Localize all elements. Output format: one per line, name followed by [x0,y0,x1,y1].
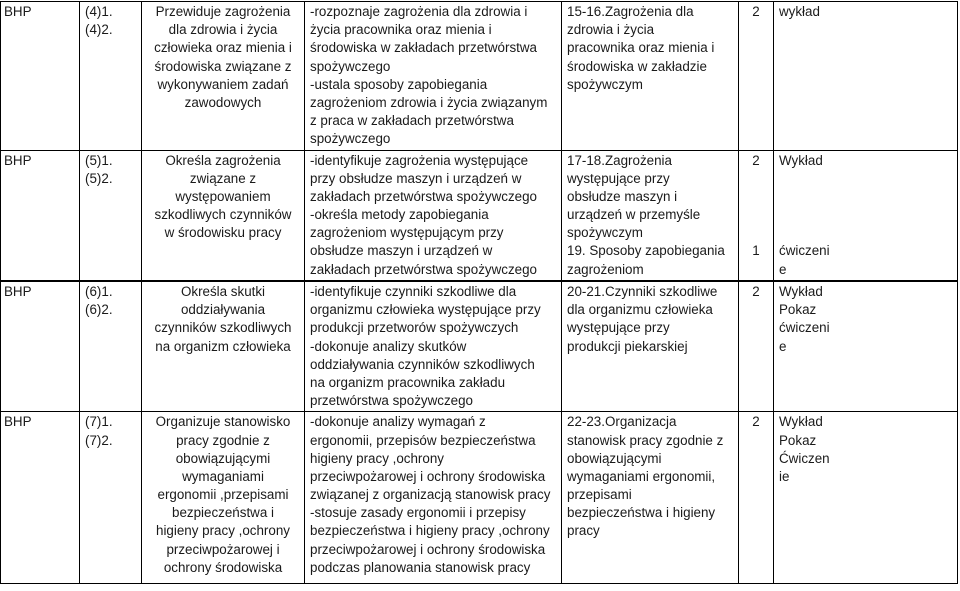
text-line: Przewiduje zagrożenia [155,4,291,19]
text-line: -dokonuje analizy skutków [310,338,467,354]
table-row [1,282,958,412]
hours-value: 1 [752,243,760,259]
text-line: Określa skutki [180,284,266,299]
topic-cell [562,282,739,412]
text-line: 22-23.Organizacja [567,414,677,430]
module-code: BHP [4,152,32,168]
text-line: -dokonuje analizy wymagań z [310,414,486,430]
text-line: wykonywaniem zadań [157,76,289,92]
module-code-cell [1,412,80,584]
text-line: życia pracownika oraz mienia i [310,22,492,38]
form-value: ćwiczeni [779,320,830,336]
text-line: zakładach przetwórstwa spożywczego [310,261,538,277]
form-value: Ćwiczen [779,450,830,466]
effect-number: (5)1. [85,152,113,168]
text-line: stanowisk pracy zgodnie z [567,432,724,448]
text-line: człowieka oraz mienia i [154,40,292,56]
text-line: -rozpoznaje zagrożenia dla zdrowia i [310,4,528,19]
text-line: Organizuje stanowisko [155,414,291,430]
form-value: wykład [779,4,820,19]
criteria-cell [305,282,562,412]
text-line: obowiązującymi [567,450,662,466]
effect-numbers-cell [80,412,142,584]
module-code: BHP [4,4,32,19]
text-line: na organizm człowieka [155,338,291,354]
text-line: produkcji przetworów spożywczych [310,320,519,336]
text-line: zagrożeniom występującym przy [310,225,504,241]
text-line: występujące przy [567,170,670,186]
module-code-cell [1,2,80,151]
topic-cell [562,412,739,584]
text-line: ergonomii ,przepisami [157,487,289,503]
text-line: 17-18.Zagrożenia [567,152,672,168]
table-row [1,2,958,151]
text-line: zagrożeniom [567,261,644,277]
form-value: Wykład [779,414,823,430]
text-line: ochrony środowiska [163,559,283,575]
text-line: 20-21.Czynniki szkodliwe [567,284,718,299]
effect-number: (5)2. [85,170,113,186]
text-line: środowiska w zakładach przetwórstwa [310,40,537,56]
form-value: ie [779,468,790,484]
learning-effect-cell [142,412,305,584]
topic-cell [562,150,739,280]
text-line: czynników szkodliwych [154,320,292,336]
criteria-cell [305,150,562,280]
form-value: e [779,338,787,354]
form-value: Wykład [779,152,823,168]
text-line: związane z [189,170,257,186]
form-cell [774,150,958,280]
text-line: przeciwpożarowej i ochrony środowiska [310,468,546,484]
criteria-cell [305,2,562,151]
form-value: Pokaz [779,432,817,448]
text-line: pracy [567,523,600,539]
text-line: produkcji piekarskiej [567,338,688,354]
effect-number: (4)1. [85,4,113,19]
text-line: 15-16.Zagrożenia dla [567,4,694,19]
text-line: środowiska związane z [154,58,292,74]
text-line: dla zdrowia i życia [168,22,278,38]
form-cell [774,282,958,412]
text-line: spożywczego [310,131,391,147]
text-line: obsłudze maszyn i urządzeń w [310,243,493,259]
form-value: e [779,261,787,277]
text-line: higieny pracy ,ochrony [156,523,290,539]
text-line: pracownika oraz mienia i [567,40,715,56]
effect-numbers-cell [80,282,142,412]
learning-effect-cell [142,2,305,151]
effect-number: (7)2. [85,432,113,448]
form-cell [774,2,958,151]
hours-value: 2 [752,152,760,168]
table-row [1,412,958,584]
hours-value: 2 [752,4,760,19]
hours-cell [739,412,774,584]
curriculum-table-1 [0,1,958,281]
text-line: podczas planowania stanowisk pracy [310,559,531,575]
hours-cell [739,150,774,280]
form-cell [774,412,958,584]
text-line: występujące przy [567,320,670,336]
text-line: -stosuje zasady ergonomii i przepisy [310,505,526,521]
effect-number: (6)2. [85,302,113,318]
text-line: spożywczego [310,58,391,74]
text-line: przeciwpożarowej i [166,541,280,557]
text-line: spożywczym [567,76,643,92]
text-line: środowiska w zakładzie [567,58,707,74]
text-line: zawodowych [184,94,262,110]
text-line: higieny pracy ,ochrony [310,450,444,466]
topic-cell [562,2,739,151]
module-code-cell [1,282,80,412]
criteria-cell [305,412,562,584]
table-row [1,150,958,280]
curriculum-table-2 [0,281,958,584]
text-line: bezpieczeństwa i [172,505,274,521]
text-line: przeciwpożarowej i ochrony środowiska [310,541,546,557]
text-line: dla organizmu człowieka [567,302,713,318]
text-line: 19. Sposoby zapobiegania [567,243,725,259]
effect-number: (6)1. [85,284,113,299]
text-line: przetwórstwa spożywczego [310,393,473,409]
module-code: BHP [4,284,32,299]
text-line: na organizm pracownika zakładu [310,374,506,390]
text-line: występowaniem [175,188,271,204]
text-line: bezpieczeństwa i higieny pracy ,ochrony [310,523,550,539]
effect-numbers-cell [80,150,142,280]
form-value: Wykład [779,284,823,299]
text-line: zakładach przetwórstwa spożywczego [310,188,538,204]
module-code: BHP [4,414,32,430]
text-line: przy obsłudze maszyn i urządzeń w [310,170,522,186]
text-line: bezpieczeństwa i higieny [567,505,716,521]
text-line: pracy zgodnie z [176,432,270,448]
hours-value: 2 [752,414,760,430]
hours-value: 2 [752,284,760,299]
text-line: wymaganiami ergonomii, [567,468,716,484]
learning-effect-cell [142,282,305,412]
text-line: wymaganiami [182,468,264,484]
text-line: -określa metody zapobiegania [310,207,489,223]
effect-numbers-cell [80,2,142,151]
effect-number: (7)1. [85,414,113,430]
text-line: ergonomii, przepisów bezpieczeństwa [310,432,536,448]
text-line: Określa zagrożenia [165,152,281,168]
text-line: zdrowia i życia [567,22,655,38]
text-line: związanej z organizacją stanowisk pracy [310,487,551,503]
hours-cell [739,282,774,412]
learning-effect-cell [142,150,305,280]
text-line: spożywczym [567,225,643,241]
text-line: w środowisku pracy [164,225,282,241]
text-line: obowiązującymi [175,450,271,466]
text-line: z praca w zakładach przetwórstwa [310,113,514,129]
text-line: organizmu człowieka występujące przy [310,302,541,318]
module-code-cell [1,150,80,280]
text-line: -ustala sposoby zapobiegania [310,76,488,92]
form-value: ćwiczeni [779,243,830,259]
text-line: oddziaływania czynników szkodliwych [310,356,535,372]
text-line: szkodliwych czynników [154,207,292,223]
effect-number: (4)2. [85,22,113,38]
text-line: -identyfikuje czynniki szkodliwe dla [310,284,517,299]
form-value: Pokaz [779,302,817,318]
hours-cell [739,2,774,151]
text-line: przepisami [567,487,632,503]
text-line: zagrożeniom zdrowia i życia związanym [310,94,548,110]
text-line: obsłudze maszyn i [567,188,678,204]
text-line: oddziaływania [180,302,266,318]
text-line: -identyfikuje zagrożenia występujące [310,152,529,168]
text-line: urządzeń w przemyśle [567,207,701,223]
